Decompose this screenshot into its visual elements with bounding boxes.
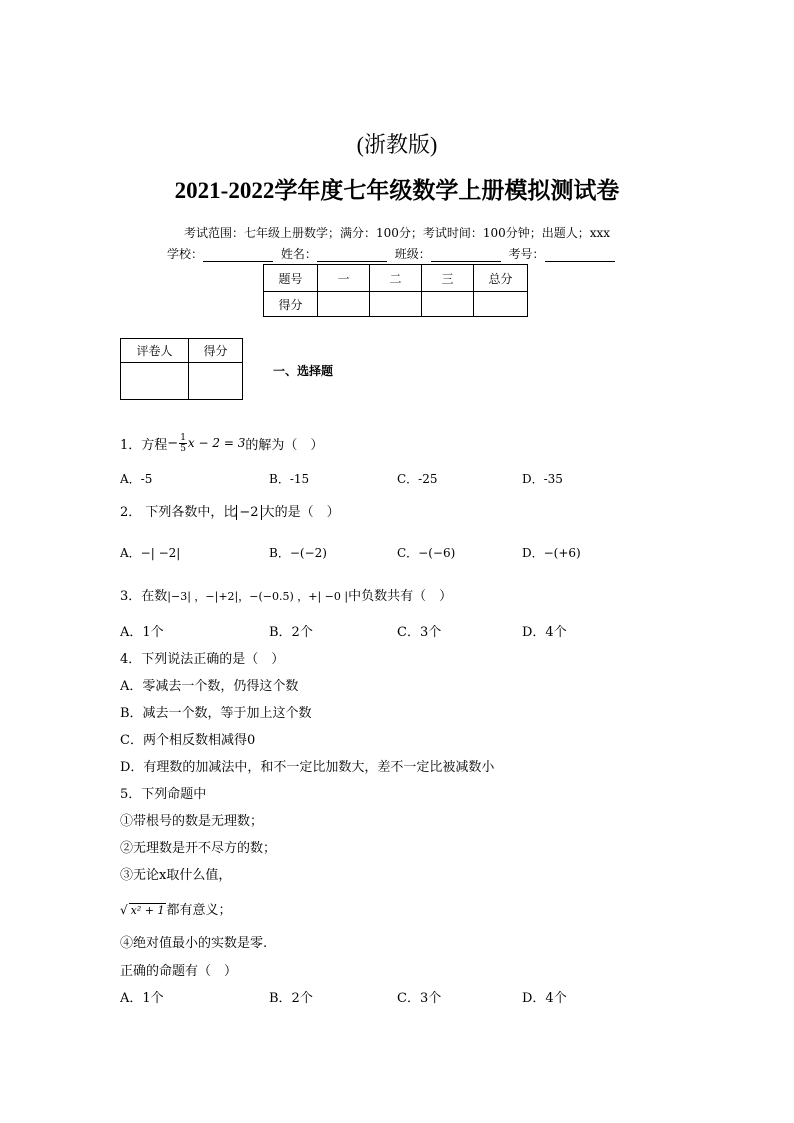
student-info-row [167,245,615,262]
q3-number-list: |−3| ，−|+2|，−(−0.5) ，+| −0 | [167,590,349,603]
exam-title: 2021-2022学年度七年级数学上册模拟测试卷 [174,178,620,203]
q5-proposition-3: ③无论x取什么值， [120,868,232,883]
q5-option-c[interactable]: C．3个 [397,991,442,1006]
q5-sqrt-expr: x² + 1 [130,904,165,917]
score-header-cell: 总分 [474,265,528,292]
q2-option-b[interactable]: B．−(−2) [269,546,327,560]
q3-option-c[interactable]: C．3个 [397,625,442,640]
q4-option-a[interactable]: A．零减去一个数，仍得这个数 [120,679,299,694]
score-row-label: 得分 [264,292,318,317]
q5-option-b[interactable]: B．2个 [269,991,313,1006]
section-title: 一、选择题 [273,364,334,378]
q1-option-a[interactable]: A．-5 [120,472,153,486]
q1-minus: − [167,435,179,451]
grader-table [120,338,243,400]
q2-abs-expr: −2 [236,505,261,520]
q3-option-a[interactable]: A．1个 [120,625,164,640]
score-cell[interactable] [370,292,422,317]
q5-p3b-suffix: 都有意义； [166,903,232,918]
score-cell[interactable] [318,292,370,317]
score-header-cell: 二 [370,265,422,292]
q3-prefix: 3．在数 [120,589,168,604]
q4-option-b[interactable]: B．减去一个数，等于加上这个数 [120,706,312,721]
q2-prefix: 2． 下列各数中，比 [120,505,237,520]
q2-option-d[interactable]: D．−(+6) [522,546,581,560]
q1-prefix: 1．方程 [120,437,168,453]
q1-suffix: 的解为（ ） [245,437,324,453]
q5-proposition-1: ①带根号的数是无理数； [120,814,264,829]
question-2 [120,501,340,520]
q1-frac-num: 1 [180,432,186,443]
q5-option-a[interactable]: A．1个 [120,991,164,1006]
name-label: 姓名： [280,247,317,261]
grader-cell[interactable] [121,363,189,400]
q1-option-b[interactable]: B．-15 [269,472,310,486]
q1-fraction [179,433,187,454]
q5-option-d[interactable]: D．4个 [522,991,567,1006]
q2-option-a[interactable]: A．−| −2| [120,546,181,560]
edition-label: (浙教版) [356,132,438,157]
score-cell[interactable] [422,292,474,317]
score-header-cell: 一 [318,265,370,292]
class-blank[interactable] [431,248,501,262]
class-label: 班级： [394,247,431,261]
school-label: 学校： [167,247,204,261]
q3-suffix: 中负数共有（ ） [348,589,453,604]
exam-no-blank[interactable] [545,248,615,262]
grader-header-cell: 得分 [189,339,243,363]
question-3 [120,585,452,604]
q5-proposition-3-cont [120,899,232,918]
q5-proposition-2: ②无理数是开不尽方的数； [120,841,277,856]
score-table [263,264,528,317]
grader-header-cell: 评卷人 [121,339,189,363]
sqrt-icon: √ [120,903,128,917]
q3-option-d[interactable]: D．4个 [522,625,567,640]
q2-option-c[interactable]: C．−(−6) [397,546,456,560]
question-5: 5．下列命题中 [120,787,207,802]
q5-proposition-4: ④绝对值最小的实数是零. [120,936,268,951]
question-1 [120,428,323,458]
q1-frac-den: 5 [180,443,186,454]
q1-expr: x − 2 = 3 [187,436,246,450]
score-header-cell: 题号 [264,265,318,292]
q5-ask: 正确的命题有（ ） [120,964,238,979]
q4-option-c[interactable]: C．两个相反数相减得0 [120,733,256,748]
school-blank[interactable] [203,248,273,262]
question-4: 4．下列说法正确的是（ ） [120,652,285,667]
grader-cell[interactable] [189,363,243,400]
score-cell[interactable] [474,292,528,317]
q2-suffix: 大的是（ ） [261,505,340,520]
exam-info: 考试范围：七年级上册数学；满分：100分；考试时间：100分钟；出题人；xxx [183,226,611,240]
score-header-cell: 三 [422,265,474,292]
q4-option-d[interactable]: D．有理数的加减法中，和不一定比加数大，差不一定比被减数小 [120,760,495,775]
exam-no-label: 考号： [508,247,545,261]
q3-option-b[interactable]: B．2个 [269,625,313,640]
name-blank[interactable] [317,248,387,262]
q1-option-c[interactable]: C．-25 [397,472,438,486]
q1-option-d[interactable]: D．-35 [522,472,563,486]
